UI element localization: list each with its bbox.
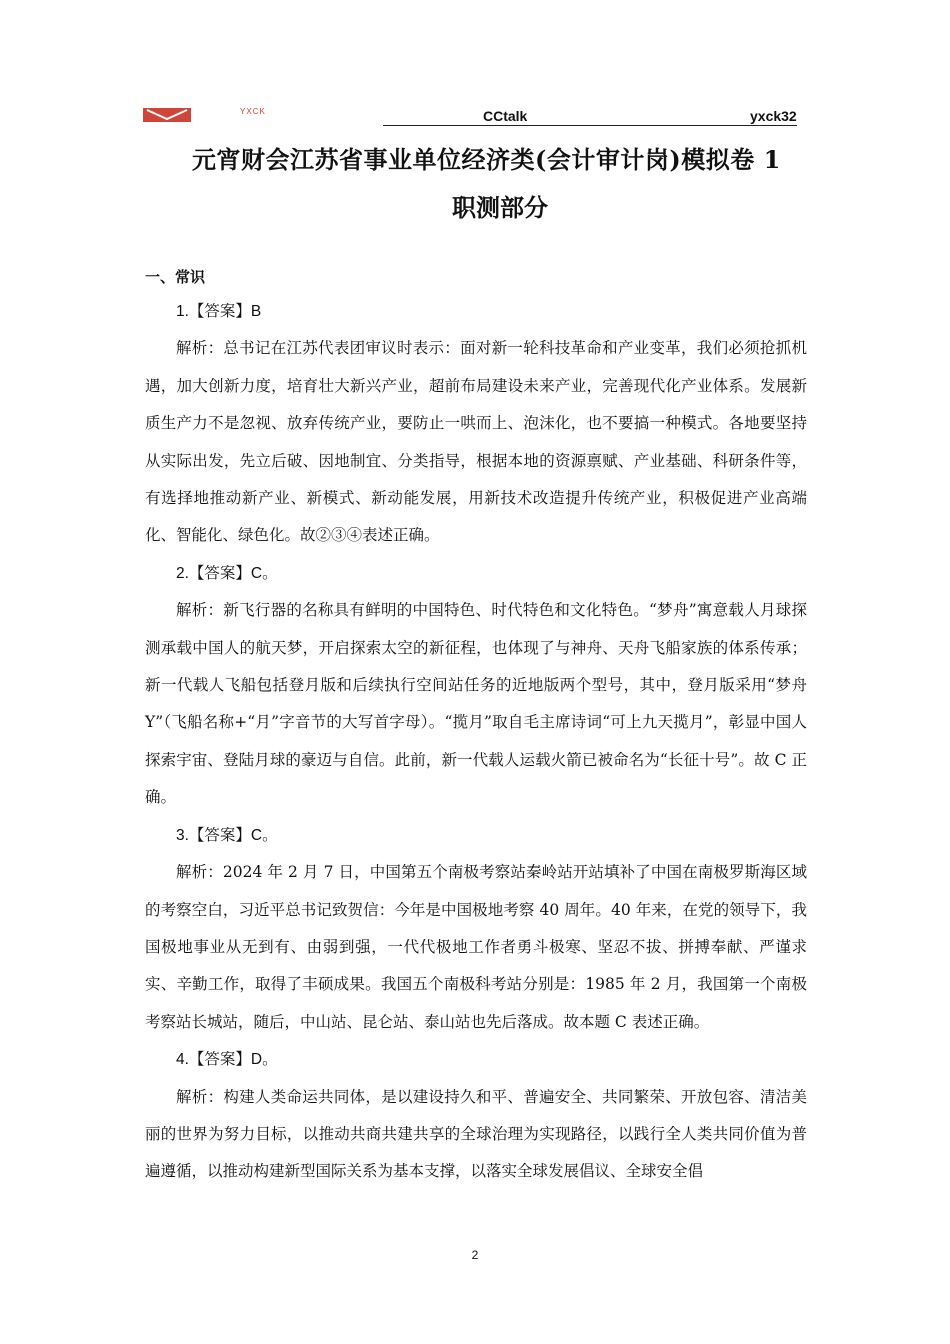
answer-label-1: 1.【答案】B bbox=[176, 303, 262, 320]
answer-analysis-3: 解析：2024 年 2 月 7 日，中国第五个南极考察站秦岭站开站填补了中国在南极罗斯海区域的考察空白，习近平总书记致贺信：今年是中国极地考察 40 周年。40 年来，在党的领导下，我国极地事业从无到有、由弱到强，一代代极地工作者勇斗极寒、坚忍不拔、拼搏奉献、严谨求实、辛勤工作，取得了丰硕成果。我国五个南极科考站分别是：1985 年 2 月，我国第一个南极考察站长城站，随后，中山站、昆仑站、泰山站也先后落成。故本题 C 表述正确。 bbox=[145, 863, 807, 1031]
answer-label-2: 2.【答案】C。 bbox=[176, 564, 278, 582]
page-number: 2 bbox=[471, 1248, 479, 1262]
header-right-text: yxck32 bbox=[750, 108, 797, 124]
answer-analysis-2: 解析：新飞行器的名称具有鲜明的中国特色、时代特色和文化特色。“梦舟”寓意载人月球探测承载中国人的航天梦，开启探索太空的新征程，也体现了与神舟、天舟飞船家族的体系传承；新一代载人飞船包括登月版和后续执行空间站任务的近地版两个型号，其中，登月版采用“梦舟 Y”（飞船名称+“月”字音节的大写首字母）。“揽月”取自毛主席诗词“可上九天揽月”，彰显中国人探索宇宙、登陆月球的豪迈与自信。此前，新一代载人运载火箭已被命名为“长征十号”。故 C 正确。 bbox=[145, 601, 807, 807]
header-rule bbox=[383, 108, 797, 126]
answer-analysis-1: 解析：总书记在江苏代表团审议时表示：面对新一轮科技革命和产业变革，我们必须抢抓机遇，加大创新力度，培育壮大新兴产业，超前布局建设未来产业，完善现代化产业体系。发展新质生产力不是忽视、放弃传统产业，要防止一哄而上、泡沫化，也不要搞一种模式。各地要坚持从实际出发，先立后破、因地制宜、分类指导，根据本地的资源禀赋、产业基础、科研条件等，有选择地推动新产业、新模式、新动能发展，用新技术改造提升传统产业，积极促进产业高端化、智能化、绿色化。故②③④表述正确。 bbox=[145, 339, 807, 545]
answer-body bbox=[145, 293, 807, 1191]
logo-text: YXCK bbox=[240, 107, 266, 116]
document-title: 元宵财会江苏省事业单位经济类(会计审计岗)模拟卷 1 bbox=[192, 145, 781, 174]
answer-analysis-4: 解析：构建人类命运共同体，是以建设持久和平、普遍安全、共同繁荣、开放包容、清洁美丽的世界为努力目标，以推动共商共建共享的全球治理为实现路径，以践行全人类共同价值为普遍遵循，以推动构建新型国际关系为基本支撑，以落实全球发展倡议、全球安全倡 bbox=[145, 1087, 807, 1181]
answer-label-4: 4.【答案】D。 bbox=[176, 1051, 278, 1069]
answer-label-3: 3.【答案】C。 bbox=[176, 826, 278, 844]
section-heading: 一、常识 bbox=[145, 268, 206, 286]
yxck-logo-icon bbox=[143, 108, 191, 122]
header-center-text: CCtalk bbox=[483, 108, 528, 124]
document-subtitle: 职测部分 bbox=[452, 193, 548, 222]
